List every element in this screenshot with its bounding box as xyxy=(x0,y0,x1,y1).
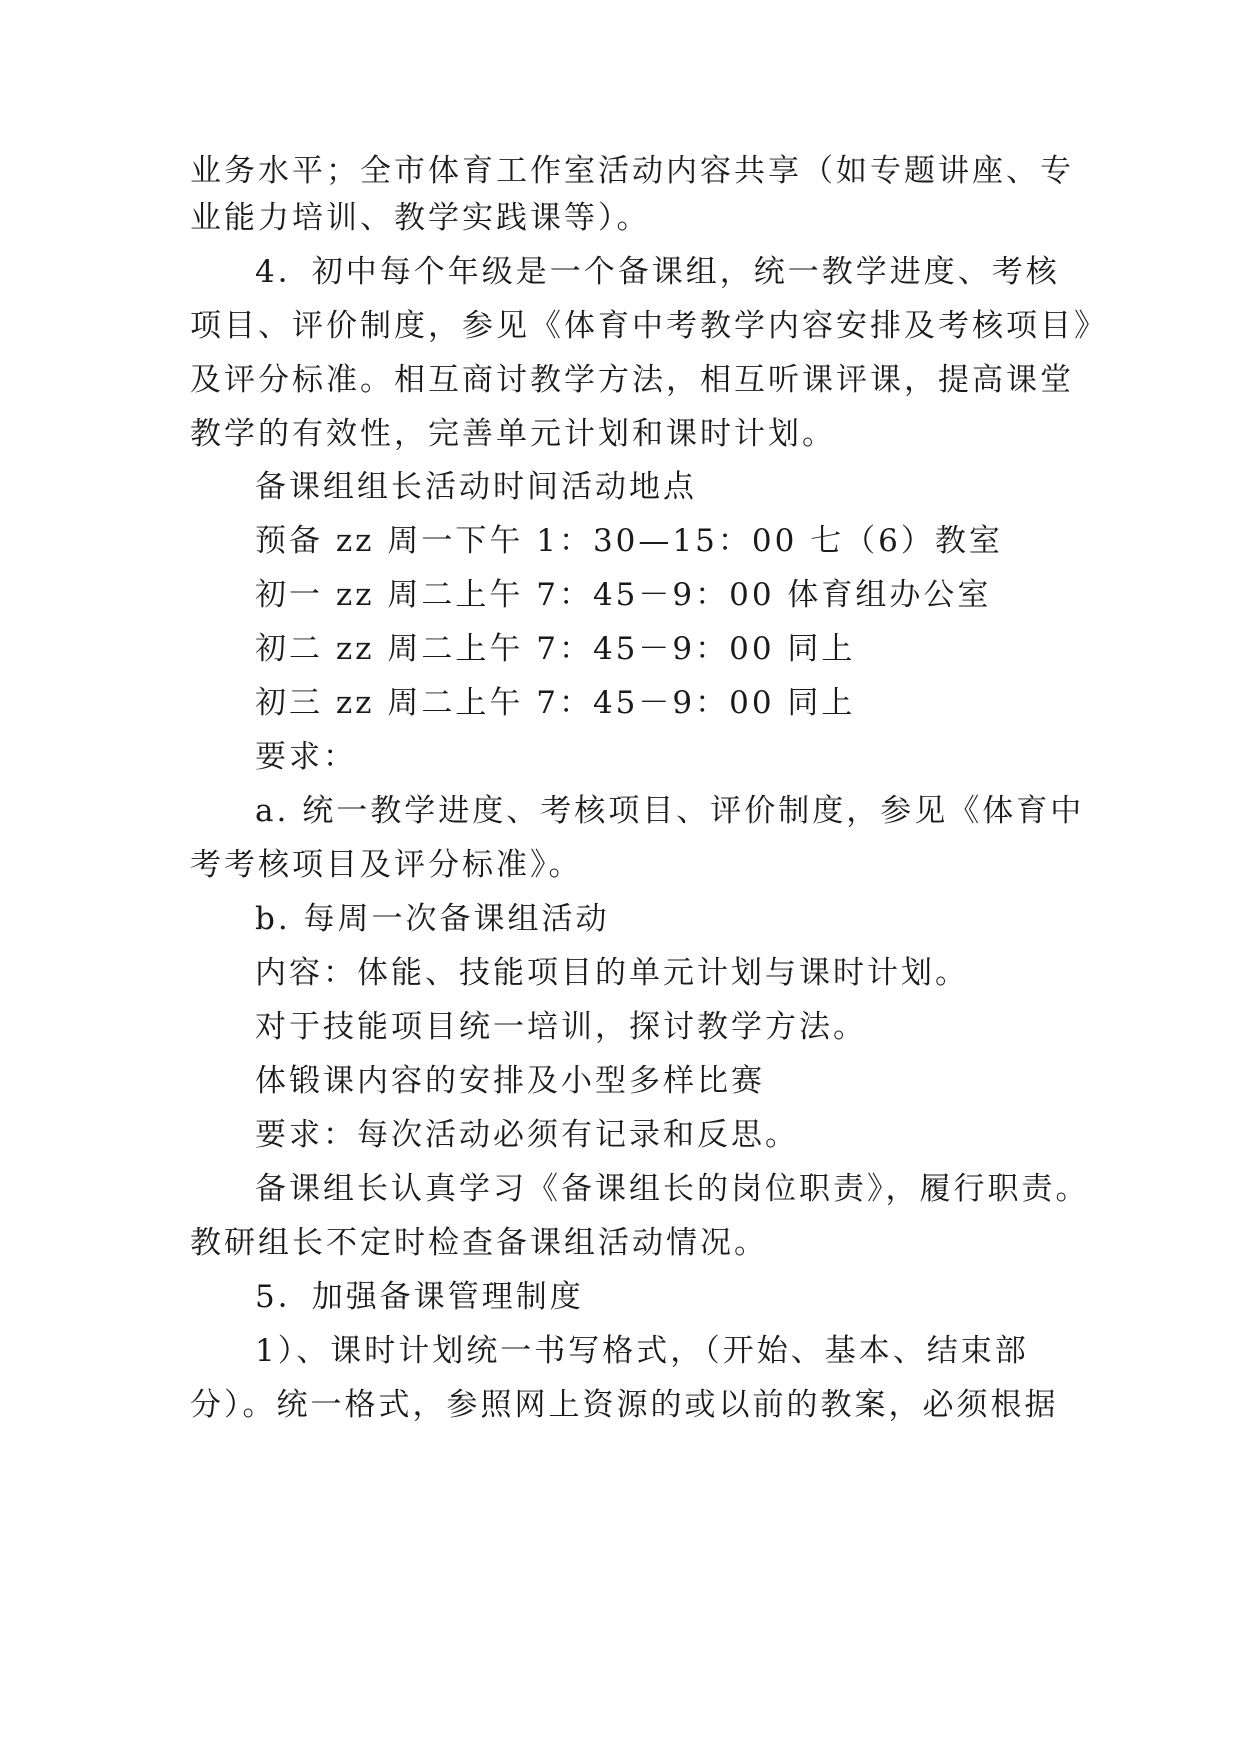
text-line: 教学的有效性，完善单元计划和课时计划。 xyxy=(190,416,836,452)
text-line: 教研组长不定时检查备课组活动情况。 xyxy=(190,1225,768,1261)
text-line: 及评分标准。相互商讨教学方法，相互听课评课，提高课堂 xyxy=(190,362,1074,398)
text-line: 要求： xyxy=(255,739,357,775)
text-line: 备课组组长活动时间活动地点 xyxy=(255,469,697,505)
text-line: a. 统一教学进度、考核项目、评价制度，参见《体育中 xyxy=(255,793,1085,829)
text-line: b. 每周一次备课组活动 xyxy=(255,901,610,937)
text-line: 4．初中每个年级是一个备课组，统一教学进度、考核 xyxy=(255,254,1060,290)
text-line: 业能力培训、教学实践课等）。 xyxy=(190,200,651,236)
text-line: 初一 zz 周二上午 7：45－9：00 体育组办公室 xyxy=(255,577,992,613)
text-line: 1）、课时计划统一书写格式，（开始、基本、结束部 xyxy=(255,1333,1029,1369)
text-line: 业务水平；全市体育工作室活动内容共享（如专题讲座、专 xyxy=(190,153,1074,189)
text-line: 考考核项目及评分标准》。 xyxy=(190,847,583,883)
text-line: 内容：体能、技能项目的单元计划与课时计划。 xyxy=(255,955,969,991)
text-line: 初三 zz 周二上午 7：45－9：00 同上 xyxy=(255,685,856,721)
text-line: 项目、评价制度，参见《体育中考教学内容安排及考核项目》 xyxy=(190,308,1108,344)
text-line: 备课组长认真学习《备课组长的岗位职责》，履行职责。 xyxy=(255,1171,1090,1207)
text-line: 对于技能项目统一培训，探讨教学方法。 xyxy=(255,1009,867,1045)
text-line: 初二 zz 周二上午 7：45－9：00 同上 xyxy=(255,631,856,667)
text-line: 分）。统一格式，参照网上资源的或以前的教案，必须根据 xyxy=(190,1387,1059,1423)
text-line: 要求：每次活动必须有记录和反思。 xyxy=(255,1117,799,1153)
text-line: 体锻课内容的安排及小型多样比赛 xyxy=(255,1063,765,1099)
text-line: 5．加强备课管理制度 xyxy=(255,1279,584,1315)
text-line: 预备 zz 周一下午 1：30—15：00 七（6）教室 xyxy=(255,523,1003,559)
